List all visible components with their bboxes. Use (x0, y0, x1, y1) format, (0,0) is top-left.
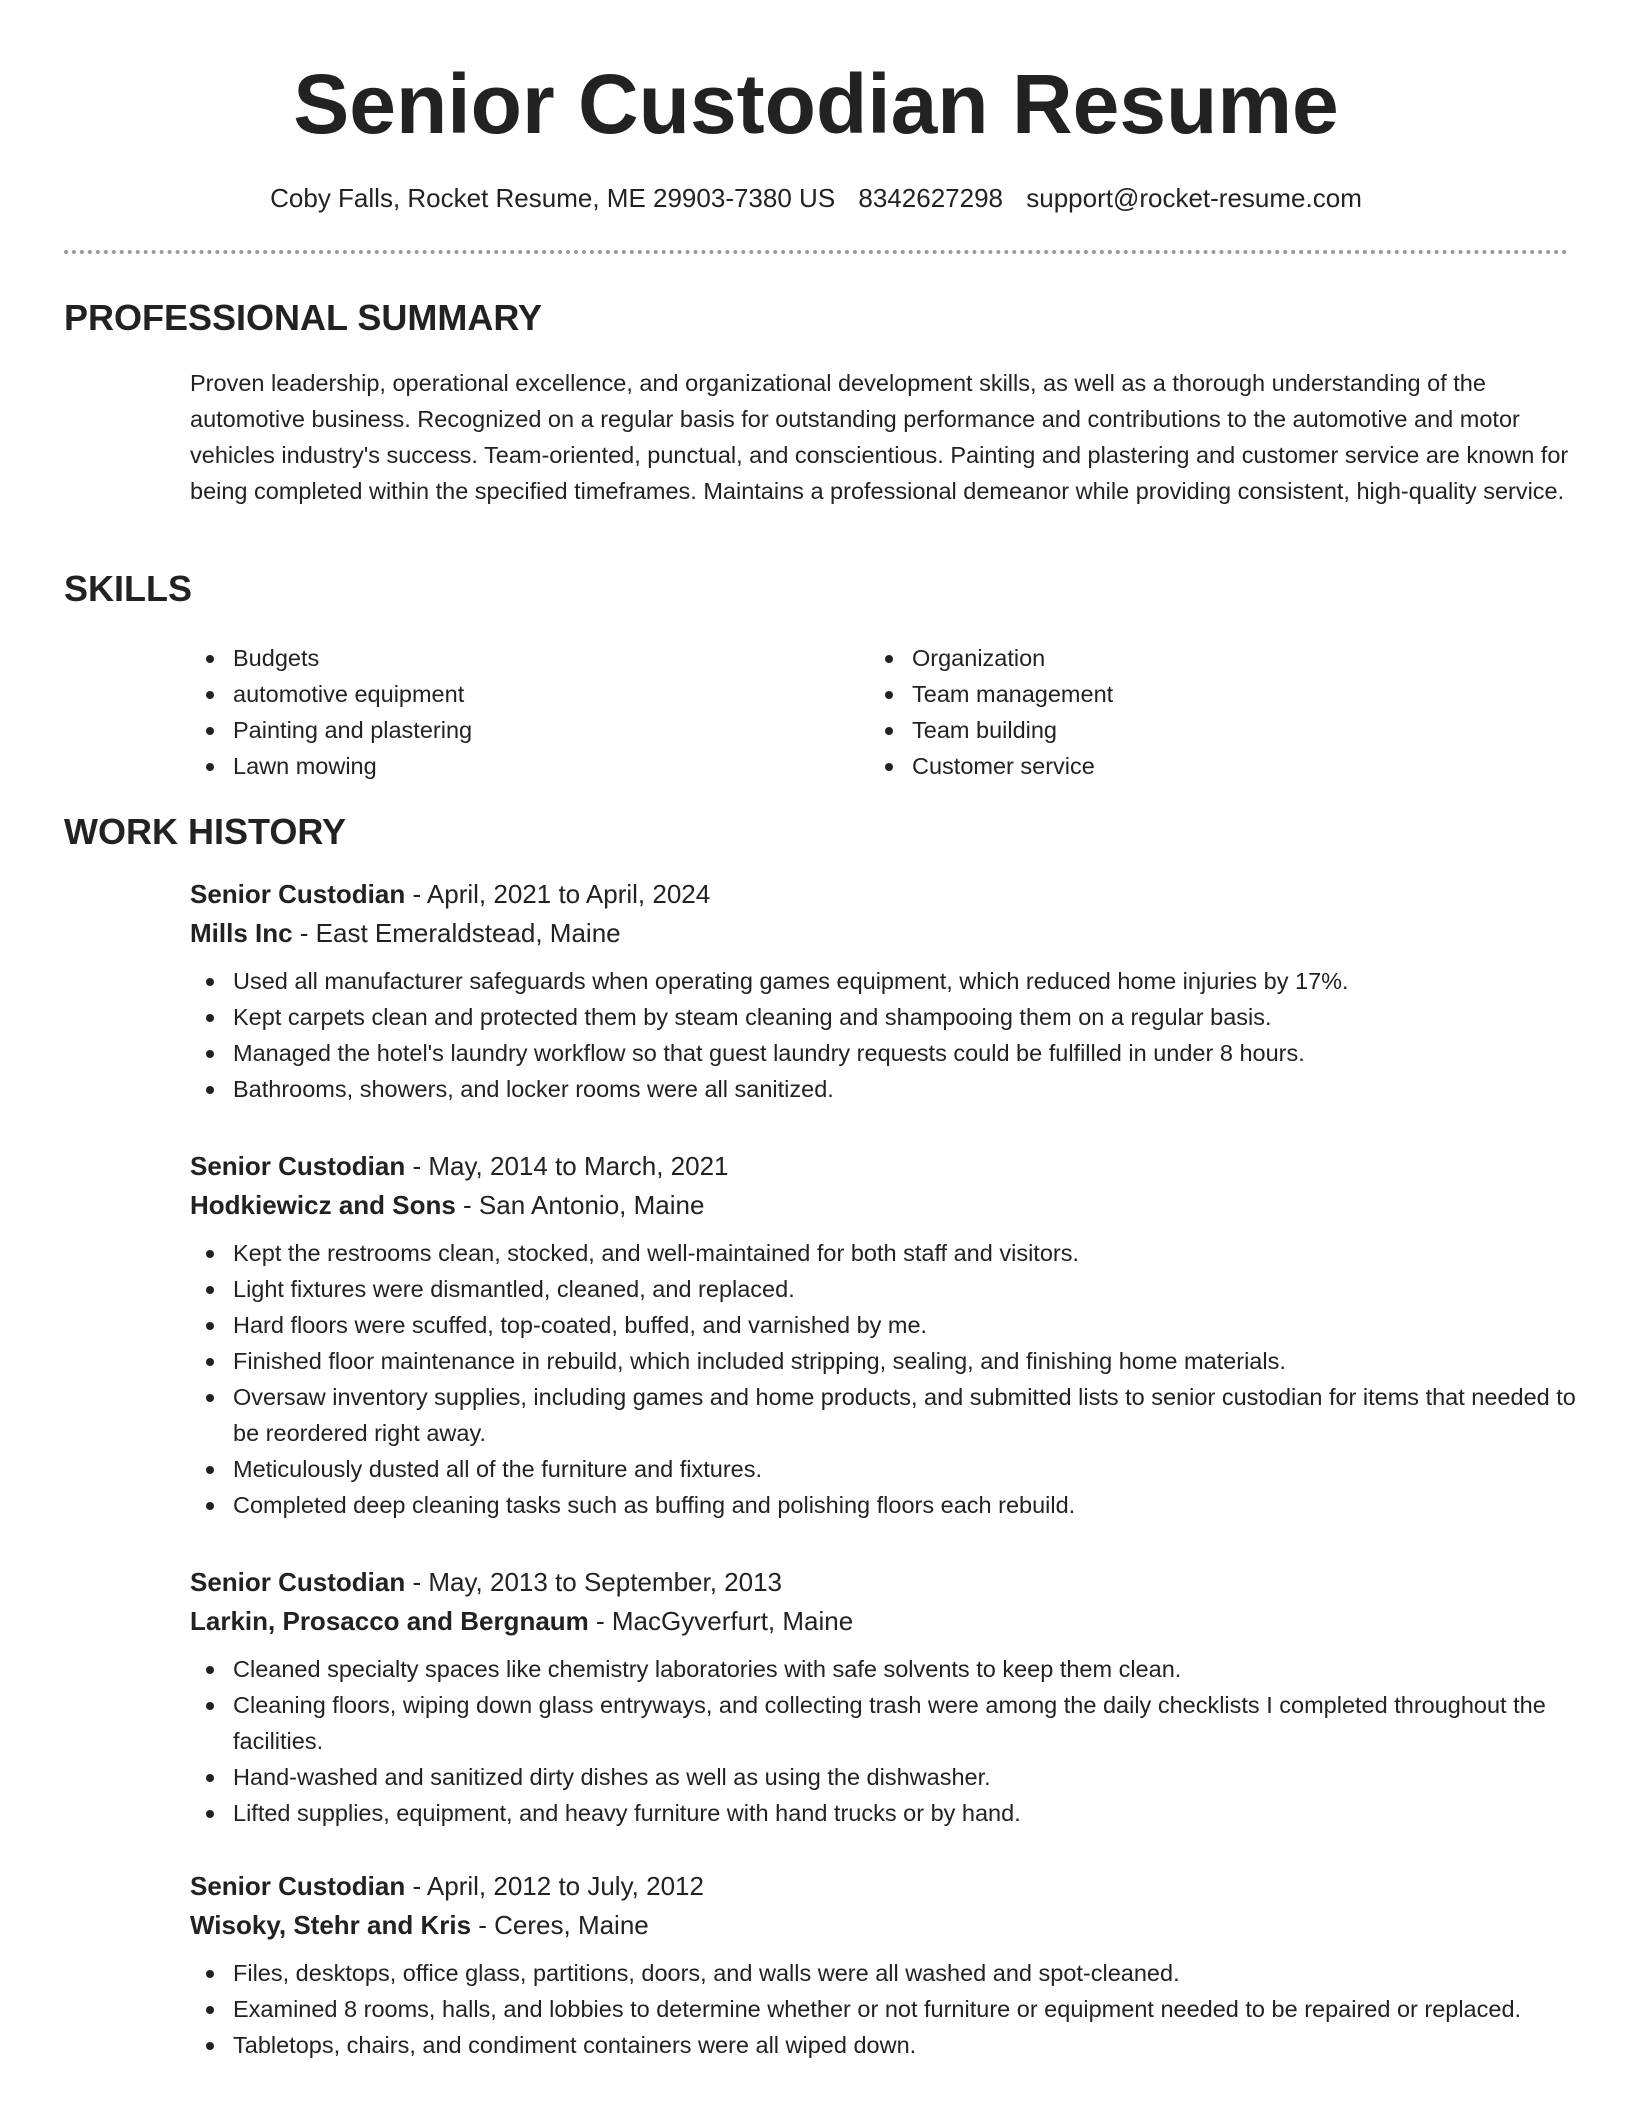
job-title: Senior Custodian (190, 1871, 406, 1901)
job-bullets (190, 1235, 1580, 1523)
job-bullets (190, 963, 1580, 1107)
job-location: - San Antonio, Maine (455, 1190, 705, 1220)
work-history-heading: WORK HISTORY (64, 811, 347, 852)
job-bullet: Completed deep cleaning tasks such as buffing and polishing floors each rebuild. (190, 1487, 1580, 1523)
job-bullet: Oversaw inventory supplies, including games and home products, and submitted lists to senior custodian for items that needed to be reordered right away. (190, 1379, 1580, 1451)
skills-list-right (869, 640, 1509, 784)
page-title: Senior Custodian Resume (293, 57, 1339, 151)
job-location: - East Emeraldstead, Maine (292, 918, 621, 948)
job-company: Mills Inc (190, 918, 293, 948)
job-bullet: Examined 8 rooms, halls, and lobbies to determine whether or not furniture or equipment needed to be repaired or replaced. (190, 1991, 1580, 2027)
job-bullet: Used all manufacturer safeguards when operating games equipment, which reduced home injuries by 17%. (190, 963, 1580, 999)
job-dates: - May, 2013 to September, 2013 (405, 1567, 782, 1597)
skill-item: Customer service (869, 748, 1509, 784)
job-entry (190, 1147, 1580, 1523)
job-title-line (190, 875, 1580, 914)
header-divider (64, 250, 1568, 254)
skill-item: Budgets (190, 640, 830, 676)
job-company-line (190, 1602, 1580, 1641)
job-bullet: Bathrooms, showers, and locker rooms were all sanitized. (190, 1071, 1580, 1107)
summary-text: Proven leadership, operational excellence, and organizational development skills, as well as a thorough understanding of the automotive business. Recognized on a regular basis for outstanding performance and contributions to the automotive and motor vehicles industry's success. Team-oriented, punctual, and conscientious. Painting and plastering and customer service are known for being completed within the specified timeframes. Maintains a professional demeanor while providing consistent, high-quality service. (190, 370, 1569, 504)
job-title-line (190, 1867, 1580, 1906)
summary-heading: PROFESSIONAL SUMMARY (64, 297, 543, 338)
job-bullets (190, 1651, 1580, 1831)
job-bullet: Cleaning floors, wiping down glass entryways, and collecting trash were among the daily checklists I completed throughout the facilities. (190, 1687, 1580, 1759)
job-title: Senior Custodian (190, 879, 406, 909)
job-bullet: Lifted supplies, equipment, and heavy furniture with hand trucks or by hand. (190, 1795, 1580, 1831)
job-bullet: Light fixtures were dismantled, cleaned, and replaced. (190, 1271, 1580, 1307)
job-entry (190, 1867, 1580, 2063)
job-entry (190, 1563, 1580, 1831)
job-location: - Ceres, Maine (471, 1910, 649, 1940)
job-bullet: Hard floors were scuffed, top-coated, buffed, and varnished by me. (190, 1307, 1580, 1343)
job-bullet: Tabletops, chairs, and condiment containers were all wiped down. (190, 2027, 1580, 2063)
job-company-line (190, 914, 1580, 953)
job-bullet: Files, desktops, office glass, partitions, doors, and walls were all washed and spot-cleaned. (190, 1955, 1580, 1991)
job-company-line (190, 1906, 1580, 1945)
job-company: Larkin, Prosacco and Bergnaum (190, 1606, 589, 1636)
job-bullet: Meticulously dusted all of the furniture and fixtures. (190, 1451, 1580, 1487)
job-company: Wisoky, Stehr and Kris (190, 1910, 472, 1940)
skill-item: automotive equipment (190, 676, 830, 712)
skill-item: Organization (869, 640, 1509, 676)
skill-item: Painting and plastering (190, 712, 830, 748)
job-title: Senior Custodian (190, 1151, 406, 1181)
job-dates: - May, 2014 to March, 2021 (405, 1151, 729, 1181)
job-dates: - April, 2021 to April, 2024 (405, 879, 711, 909)
job-entry (190, 875, 1580, 1107)
job-bullet: Kept carpets clean and protected them by steam cleaning and shampooing them on a regular basis. (190, 999, 1580, 1035)
skill-item: Team management (869, 676, 1509, 712)
skill-item: Team building (869, 712, 1509, 748)
skills-heading: SKILLS (64, 568, 193, 609)
job-title: Senior Custodian (190, 1567, 406, 1597)
job-bullet: Finished floor maintenance in rebuild, which included stripping, sealing, and finishing home materials. (190, 1343, 1580, 1379)
job-bullet: Hand-washed and sanitized dirty dishes as well as using the dishwasher. (190, 1759, 1580, 1795)
contact-address: Coby Falls, Rocket Resume, ME 29903-7380 US (270, 183, 836, 213)
job-bullet: Managed the hotel's laundry workflow so that guest laundry requests could be fulfilled in under 8 hours. (190, 1035, 1580, 1071)
job-bullets (190, 1955, 1580, 2063)
job-dates: - April, 2012 to July, 2012 (405, 1871, 704, 1901)
job-bullet: Kept the restrooms clean, stocked, and well-maintained for both staff and visitors. (190, 1235, 1580, 1271)
job-company: Hodkiewicz and Sons (190, 1190, 456, 1220)
job-location: - MacGyverfurt, Maine (588, 1606, 854, 1636)
job-title-line (190, 1563, 1580, 1602)
contact-phone: 8342627298 (858, 183, 1003, 213)
skills-list-left (190, 640, 830, 784)
job-bullet: Cleaned specialty spaces like chemistry laboratories with safe solvents to keep them clean. (190, 1651, 1580, 1687)
contact-email: support@rocket-resume.com (1026, 183, 1362, 213)
contact-info (0, 181, 1632, 215)
job-title-line (190, 1147, 1580, 1186)
skill-item: Lawn mowing (190, 748, 830, 784)
job-company-line (190, 1186, 1580, 1225)
